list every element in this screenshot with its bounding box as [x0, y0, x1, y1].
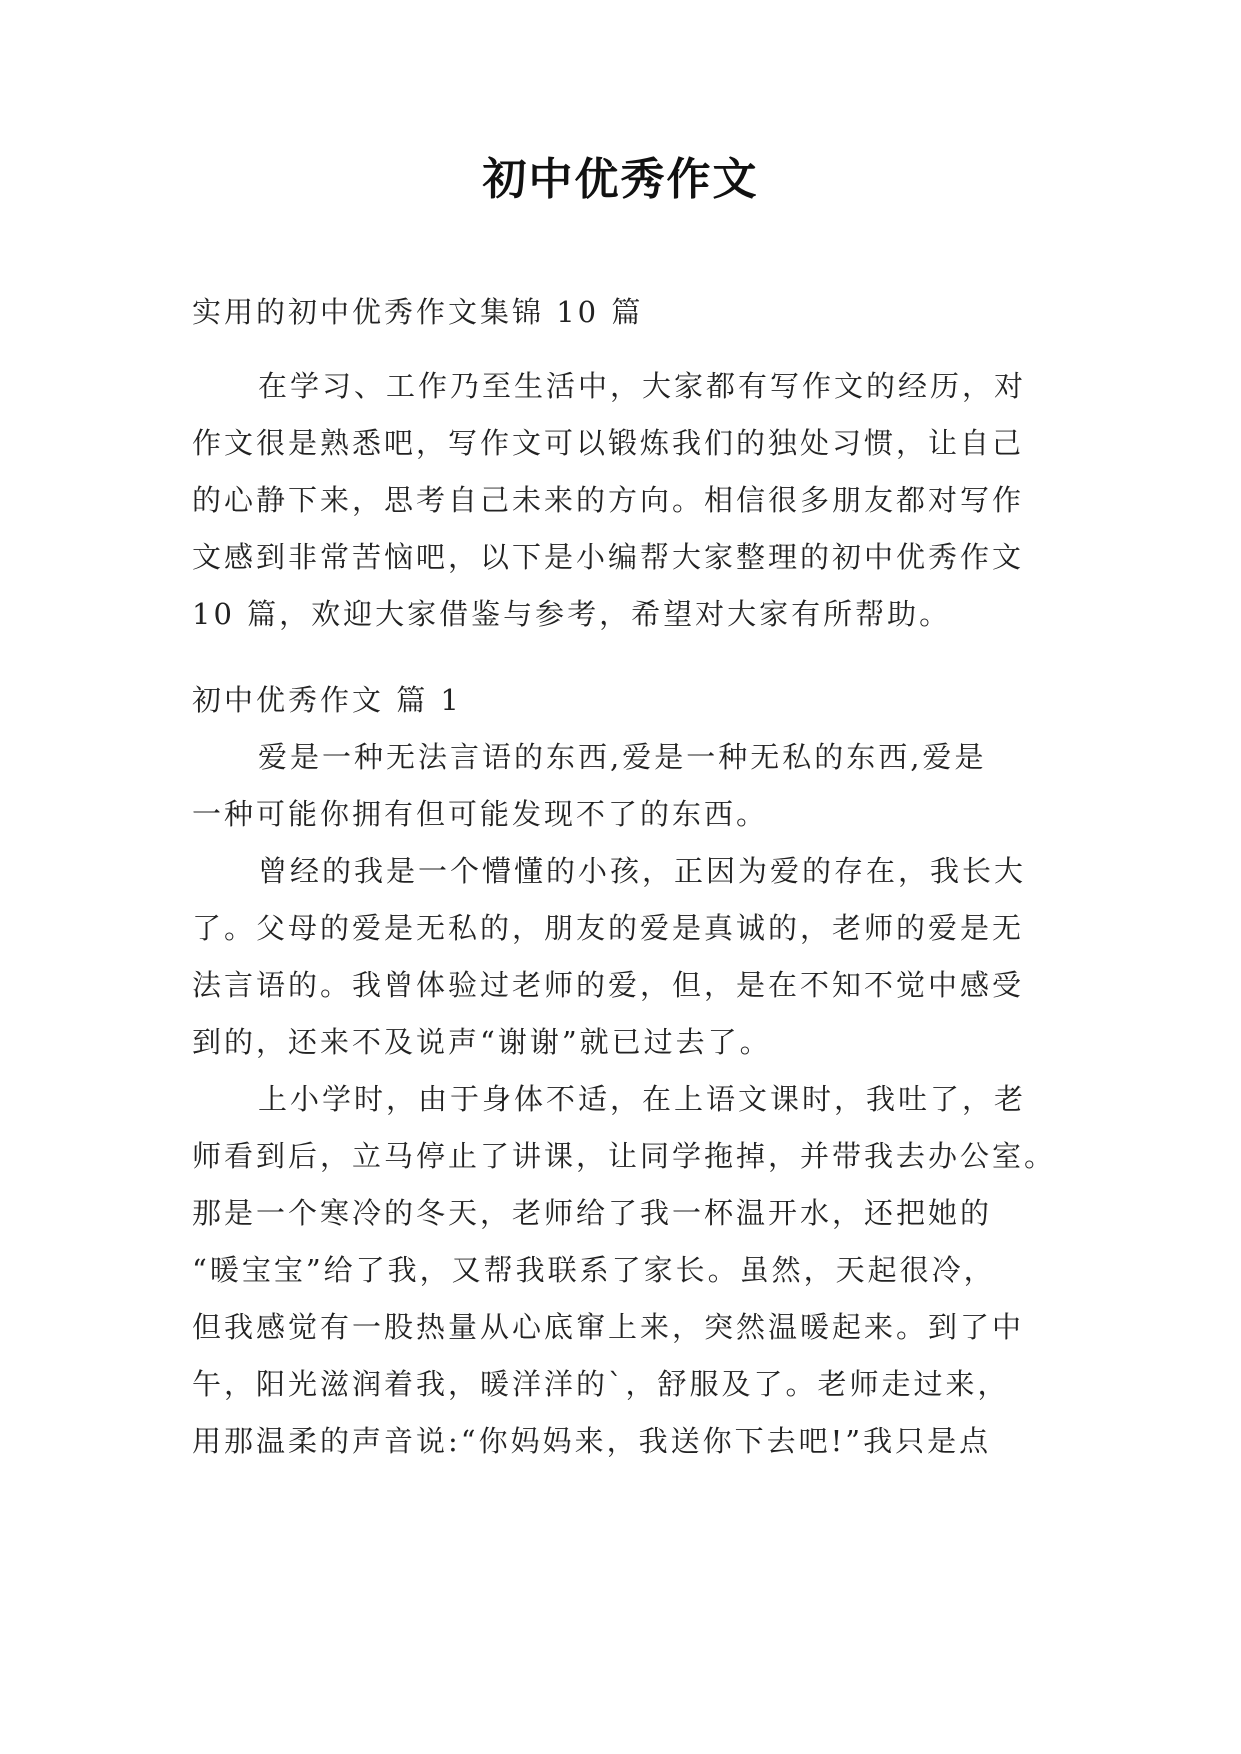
document-subtitle: 实用的初中优秀作文集锦 10 篇	[192, 295, 644, 329]
intro-line: 在学习、工作乃至生活中，大家都有写作文的经历，对	[258, 369, 1027, 403]
section-heading: 初中优秀作文 篇 1	[192, 683, 462, 717]
body-line: 到的，还来不及说声“谢谢”就已过去了。	[192, 1025, 772, 1059]
body-line: 法言语的。我曾体验过老师的爱，但，是在不知不觉中感受	[192, 968, 1025, 1002]
body-line: 用那温柔的声音说:“你妈妈来，我送你下去吧!”我只是点	[192, 1424, 992, 1458]
intro-line: 的心静下来，思考自己未来的方向。相信很多朋友都对写作	[192, 483, 1025, 517]
body-line: 爱是一种无法言语的东西,爱是一种无私的东西,爱是	[258, 740, 987, 774]
body-line: 那是一个寒冷的冬天，老师给了我一杯温开水，还把她的	[192, 1196, 993, 1230]
document-title: 初中优秀作文	[482, 154, 759, 205]
body-line: 上小学时，由于身体不适，在上语文课时，我吐了，老	[258, 1082, 1027, 1116]
intro-line: 作文很是熟悉吧，写作文可以锻炼我们的独处习惯，让自己	[192, 426, 1025, 460]
body-line: 师看到后，立马停止了讲课，让同学拖掉，并带我去办公室。	[192, 1139, 1057, 1173]
body-line: 了。父母的爱是无私的，朋友的爱是真诚的，老师的爱是无	[192, 911, 1025, 945]
body-line: 午，阳光滋润着我，暖洋洋的`，舒服及了。老师走过来，	[192, 1367, 1010, 1401]
body-line: 曾经的我是一个懵懂的小孩，正因为爱的存在，我长大	[258, 854, 1027, 888]
intro-line: 10 篇，欢迎大家借鉴与参考，希望对大家有所帮助。	[192, 597, 952, 631]
intro-line: 文感到非常苦恼吧，以下是小编帮大家整理的初中优秀作文	[192, 540, 1025, 574]
body-line: “暖宝宝”给了我，又帮我联系了家长。虽然，天起很冷，	[192, 1253, 996, 1287]
body-line: 一种可能你拥有但可能发现不了的东西。	[192, 797, 769, 831]
body-line: 但我感觉有一股热量从心底窜上来，突然温暖起来。到了中	[192, 1310, 1025, 1344]
